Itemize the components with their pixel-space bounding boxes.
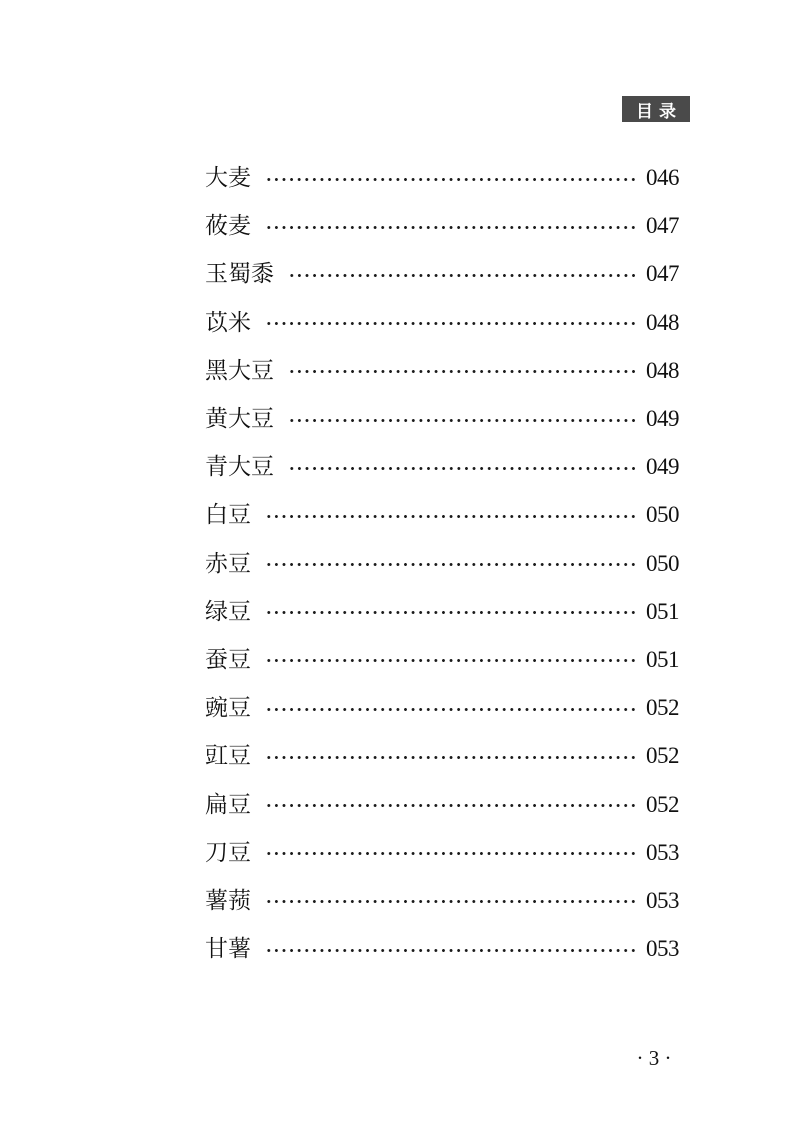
dot-leader (265, 804, 638, 807)
dot-leader (265, 322, 638, 325)
toc-entry[interactable] (205, 395, 679, 443)
dot-leader (265, 563, 638, 566)
table-of-contents (205, 154, 679, 973)
dot-leader (288, 274, 638, 277)
toc-entry-title: 黑大豆 (205, 357, 274, 384)
dot-leader (265, 949, 638, 952)
toc-entry-title: 刀豆 (205, 839, 251, 866)
toc-entry-title: 扁豆 (205, 791, 251, 818)
dot-leader (288, 467, 638, 470)
toc-entry-page: 047 (646, 261, 679, 287)
toc-entry-page: 053 (646, 936, 679, 962)
toc-entry[interactable] (205, 443, 679, 491)
toc-entry[interactable] (205, 347, 679, 395)
toc-entry-page: 048 (646, 357, 679, 383)
toc-entry[interactable] (205, 829, 679, 877)
toc-entry[interactable] (205, 250, 679, 298)
dot-leader (265, 852, 638, 855)
toc-entry-title: 甘薯 (205, 936, 251, 963)
toc-entry-page: 047 (646, 213, 679, 239)
toc-entry-page: 049 (646, 454, 679, 480)
toc-entry-page: 053 (646, 839, 679, 865)
dot-leader (265, 708, 638, 711)
toc-entry-page: 053 (646, 887, 679, 913)
toc-entry-page: 051 (646, 646, 679, 672)
toc-entry-page: 052 (646, 791, 679, 817)
toc-entry[interactable] (205, 540, 679, 588)
toc-entry-title: 豇豆 (205, 743, 251, 770)
toc-entry-title: 莜麦 (205, 213, 251, 240)
dot-leader (265, 611, 638, 614)
toc-entry-title: 白豆 (205, 502, 251, 529)
toc-entry-page: 051 (646, 598, 679, 624)
dot-leader (265, 900, 638, 903)
dot-leader (265, 756, 638, 759)
dot-leader (288, 419, 638, 422)
toc-entry-page: 046 (646, 165, 679, 191)
toc-entry-page: 050 (646, 550, 679, 576)
toc-entry-page: 052 (646, 695, 679, 721)
toc-entry-page: 052 (646, 743, 679, 769)
toc-entry-title: 青大豆 (205, 454, 274, 481)
toc-entry-title: 玉蜀黍 (205, 261, 274, 288)
toc-entry-title: 蚕豆 (205, 646, 251, 673)
toc-entry[interactable] (205, 780, 679, 828)
dot-leader (265, 178, 638, 181)
toc-entry[interactable] (205, 491, 679, 539)
toc-entry-page: 049 (646, 406, 679, 432)
toc-entry[interactable] (205, 299, 679, 347)
toc-entry-title: 黄大豆 (205, 406, 274, 433)
toc-entry-title: 大麦 (205, 165, 251, 192)
toc-entry-title: 薯蓣 (205, 887, 251, 914)
toc-entry-title: 苡米 (205, 309, 251, 336)
page-number: · 3 · (636, 1046, 672, 1070)
toc-entry-page: 048 (646, 309, 679, 335)
toc-entry-title: 赤豆 (205, 550, 251, 577)
toc-entry[interactable] (205, 732, 679, 780)
toc-entry[interactable] (205, 684, 679, 732)
toc-entry-title: 豌豆 (205, 695, 251, 722)
toc-entry[interactable] (205, 154, 679, 202)
toc-entry[interactable] (205, 925, 679, 973)
dot-leader (265, 226, 638, 229)
toc-entry[interactable] (205, 636, 679, 684)
toc-entry[interactable] (205, 877, 679, 925)
dot-leader (288, 370, 638, 373)
toc-entry[interactable] (205, 202, 679, 250)
toc-entry-page: 050 (646, 502, 679, 528)
dot-leader (265, 659, 638, 662)
toc-entry[interactable] (205, 588, 679, 636)
section-header-badge: 目录 (622, 96, 690, 122)
dot-leader (265, 515, 638, 518)
toc-entry-title: 绿豆 (205, 598, 251, 625)
